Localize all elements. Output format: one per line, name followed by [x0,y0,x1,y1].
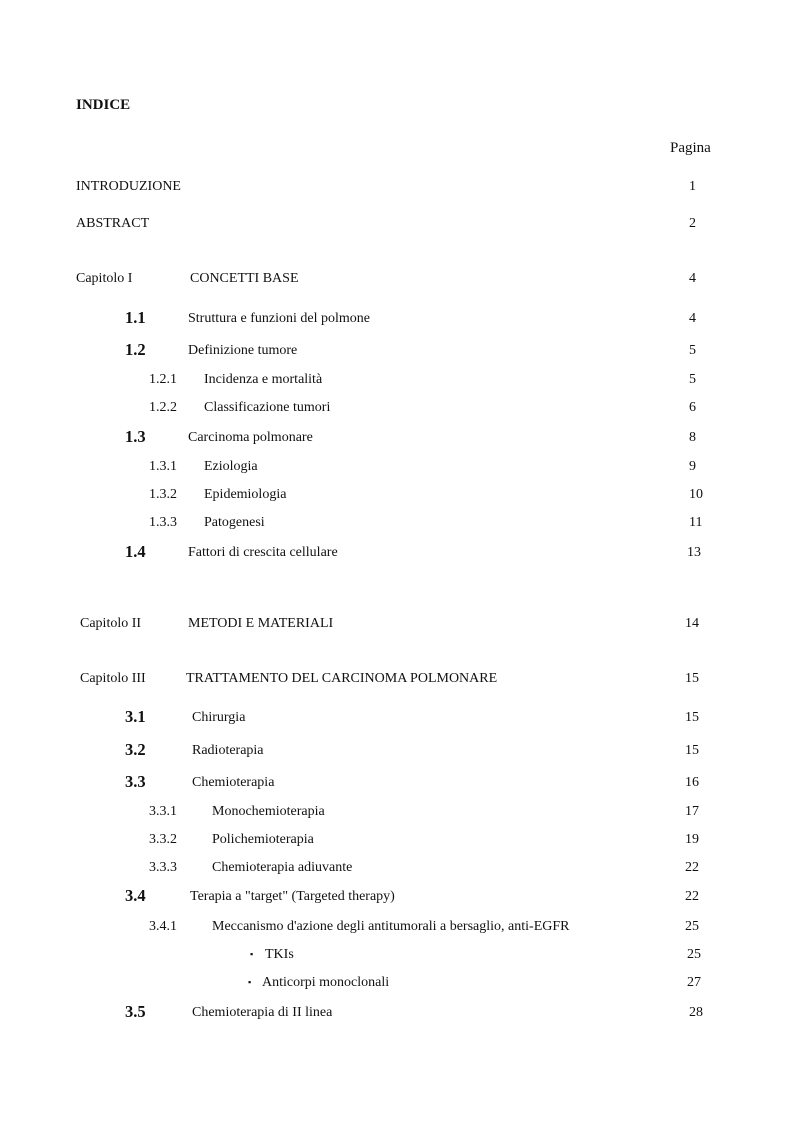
page-column-label: Pagina [670,140,711,156]
toc-page: 2 [689,216,696,231]
toc-title: Meccanismo d'azione degli antitumorali a bersaglio, anti-EGFR [212,919,570,934]
toc-title: METODI E MATERIALI [188,616,334,631]
subsection-number: 3.3.2 [149,832,177,847]
subsection-number: 1.2.2 [149,400,177,415]
toc-title: CONCETTI BASE [190,271,299,286]
toc-title: ABSTRACT [76,216,150,231]
toc-page: 22 [685,889,699,904]
toc-title: Carcinoma polmonare [188,430,313,445]
toc-page: 10 [689,487,703,502]
toc-page: 15 [685,710,699,725]
toc-title: Polichemioterapia [212,832,314,847]
subsection-number: 3.3.1 [149,804,177,819]
chapter-label: Capitolo II [80,616,142,631]
toc-page: 11 [689,515,703,530]
toc-page: 25 [687,947,701,962]
toc-page: 19 [685,832,699,847]
toc-title: Patogenesi [204,515,265,530]
toc-title: Monochemioterapia [212,804,325,819]
toc-page: 4 [689,311,696,326]
toc-title: Fattori di crescita cellulare [188,545,338,560]
toc-page: 5 [689,343,696,358]
toc-title: Struttura e funzioni del polmone [188,311,370,326]
toc-title: TRATTAMENTO DEL CARCINOMA POLMONARE [186,671,498,686]
section-number: 1.1 [125,308,146,327]
section-number: 3.5 [125,1002,146,1021]
section-number: 3.3 [125,772,146,791]
toc-title: INTRODUZIONE [76,179,181,194]
section-number: 1.3 [125,427,146,446]
chapter-label: Capitolo I [76,271,133,286]
subsection-number: 1.2.1 [149,372,177,387]
section-number: 1.4 [125,542,146,561]
toc-page: 15 [685,671,699,686]
toc-title: Chemioterapia adiuvante [212,860,353,875]
toc-page: 13 [687,545,701,560]
toc-page: 15 [685,743,699,758]
chapter-label: Capitolo III [80,671,146,686]
toc-page: 8 [689,430,696,445]
toc-page: 27 [687,975,701,990]
toc-page: 25 [685,919,699,934]
toc-page: 4 [689,271,696,286]
toc-title: Anticorpi monoclonali [262,975,390,990]
subsection-number: 1.3.1 [149,459,177,474]
toc-page: 1 [689,179,696,194]
toc-title: Terapia a "target" (Targeted therapy) [190,889,395,904]
toc-page: 14 [685,616,699,631]
toc-title: Eziologia [204,459,258,474]
subsection-number: 1.3.3 [149,515,177,530]
section-number: 1.2 [125,340,146,359]
toc-heading: INDICE [76,97,131,113]
toc-title: Classificazione tumori [204,400,331,415]
section-number: 3.4 [125,886,146,905]
toc-title: Epidemiologia [204,487,287,502]
bullet-icon: ▪ [250,949,254,959]
toc-page: 28 [689,1005,703,1020]
section-number: 3.2 [125,740,146,759]
toc-page: 5 [689,372,696,387]
subsection-number: 3.3.3 [149,860,177,875]
toc-title: Chirurgia [192,710,246,725]
toc-page: 9 [689,459,696,474]
subsection-number: 1.3.2 [149,487,177,502]
toc-title: Definizione tumore [188,343,298,358]
subsection-number: 3.4.1 [149,919,177,934]
toc-title: Radioterapia [192,743,264,758]
bullet-icon: ▪ [248,977,252,987]
toc-page: 22 [685,860,699,875]
toc-title: Chemioterapia di II linea [192,1005,333,1020]
toc-page: 6 [689,400,696,415]
toc-page: 16 [685,775,699,790]
toc-title: Incidenza e mortalità [204,372,323,387]
toc-title: Chemioterapia [192,775,275,790]
section-number: 3.1 [125,707,146,726]
toc-title: TKIs [265,947,294,962]
toc-page: 17 [685,804,699,819]
